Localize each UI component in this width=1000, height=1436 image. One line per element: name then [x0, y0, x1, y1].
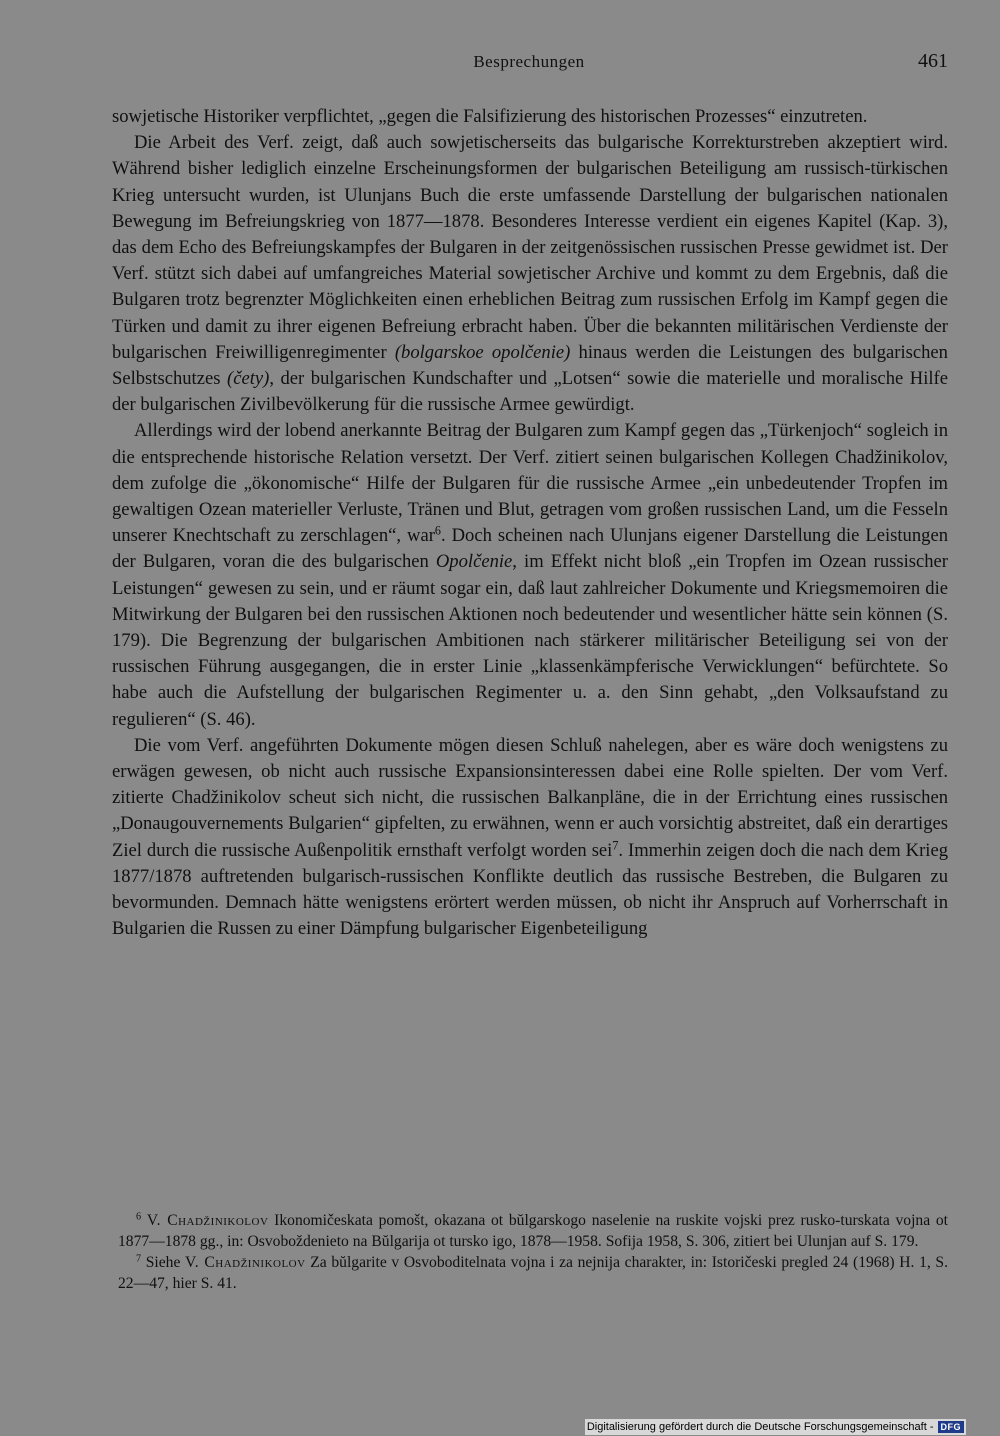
footnote-text: Za bŭlgarite v Osvoboditelnata vojna i za nejnija charakter, in: Istoričeski pregled 24 (1968) H. 1, S. 22—47, hier S. 41. [118, 1254, 949, 1292]
paragraph-2 [112, 130, 948, 418]
digitization-credit[interactable] [585, 1419, 966, 1435]
paragraph-2-text-c: , der bulgarischen Kundschafter und „Lotsen“ sowie die materielle und moralische Hilfe der bulgarischen Zivilbevölkerung für die russische Armee gewürdigt. [112, 368, 948, 416]
footnote-ref-7[interactable]: 7 [612, 838, 619, 853]
paragraph-1: sowjetische Historiker verpflichtet, „gegen die Falsifizierung des historischen Prozesses“ einzutreten. [112, 106, 868, 127]
running-head [110, 50, 948, 80]
footnote-7 [118, 1252, 948, 1294]
footnote-number: 7 [136, 1253, 142, 1265]
paragraph-3-text-a: Allerdings wird der lobend anerkannte Beitrag der Bulgaren zum Kampf gegen das „Türkenjoch“ sogleich in die entsprechende historische Relation versetzt. Der Verf. zitiert seinen bulgarischen Kollegen Chadžinikolov, dem zufolge die „ökonomische“ Hilfe der Bulgaren für die russische Armee „ein unbedeutender Tropfen im gewaltigen Ozean materieller Verluste, Tränen und Blut, getragen vom großen russischen Land, um die Fesseln unserer Knechtschaft zu zerschlagen“, war [112, 420, 948, 547]
running-title: Besprechungen [473, 52, 585, 71]
footnote-number: 6 [136, 1211, 142, 1223]
term-opolcenie: Opolčenie [435, 551, 513, 573]
paragraph-3-text-c: , im Effekt nicht bloß „ein Tropfen im Ozean russischer Leistungen“ gewesen zu sein, und er räumt sogar ein, daß laut zahlreicher Dokumente und Kriegsmemoiren die Mitwirkung der Bulgaren bei den russischen Aktionen noch bedeutender und wesentlicher hätte sein können (S. 179). Die Begrenzung der bulgarischen Ambitionen nach stärkerer militärischer Beteiligung sei von der russischen Führung ausgegangen, die in erster Linie „klassenkämpferische Verwicklungen“ befürchtete. So habe auch die Aufstellung der bulgarischen Regimenter u. a. den Sinn gehabt, „den Volksaufstand zu regulieren“ (S. 46). [112, 551, 948, 730]
footnote-6 [118, 1210, 948, 1252]
paragraph-4-text-a: Die vom Verf. angeführten Dokumente mögen diesen Schluß nahelegen, aber es wäre doch wenigstens zu erwägen gewesen, ob nicht auch russische Expansionsinteressen dabei eine Rolle spielten. Der vom Verf. zitierte Chadžinikolov scheut sich nicht, die russischen Balkanpläne, die in der Errichtung eines russischen „Donaugouvernements Bulgarien“ gipfelten, zu erwähnen, wenn er auch vorsichtig abstreitet, daß ein derartiges Ziel durch die russische Außenpolitik ernsthaft verfolgt worden sei [112, 734, 948, 861]
paragraph-3 [112, 418, 948, 732]
credit-text: Digitalisierung gefördert durch die Deutsche Forschungsgemeinschaft - [586, 1421, 934, 1433]
page-number: 461 [918, 50, 948, 72]
footnotes [118, 1210, 948, 1294]
paragraph-2-text-a: Die Arbeit des Verf. zeigt, daß auch sowjetischerseits das bulgarische Korrekturstreben akzeptiert wird. Während bisher lediglich einzelne Erscheinungsformen der bulgarischen Beteiligung am russisch-türkischen Krieg untersucht wurden, ist Ulunjans Buch die erste umfassende Darstellung der bulgarischen nationalen Bewegung im Befreiungskrieg von 1877—1878. Besonderes Interesse verdient ein eigenes Kapitel (Kap. 3), das dem Echo des Befreiungskampfes der Bulgaren in der zeitgenössischen russischen Presse gewidmet ist. Der Verf. stützt sich dabei auf umfangreiches Material sowjetischer Archive und kommt zu dem Ergebnis, daß die Bulgaren trotz begrenzter Möglichkeiten einen erheblichen Beitrag zum russischen Erfolg im Kampf gegen die Türken und damit zu ihrer eigenen Befreiung erbracht haben. Über die bekannten militärischen Verdienste der bulgarischen Freiwilligenregimenter [112, 132, 948, 363]
paragraph-4-text-b: . Immerhin zeigen doch die nach dem Krieg 1877/1878 auftretenden bulgarisch-russischen Konflikte deutlich das russische Bestreben, die Bulgaren zu bevormunden. Demnach hätte wenigstens erörtert werden müssen, ob nicht ihr Anspruch auf Vorherrschaft in Bulgarien die Russen zu einer Dämpfung bulgarischer Eigenbeteiligung [112, 839, 948, 940]
paragraph-3-text-b: . Doch scheinen nach Ulunjans eigener Darstellung die Leistungen der Bulgaren, voran die des bulgarischen [112, 525, 948, 573]
footnote-prefix: Siehe [141, 1254, 186, 1271]
footnote-text: Ikonomičeskata pomošt, okazana ot bŭlgarskogo naselenie na ruskite vojski prez rusko-turskata vojna ot 1877—1878 gg., in: Osvoboždenieto na Bŭlgarija ot tursko igo, 1878—1958. Sofija 1958, S. 306, zitiert bei Ulunjan auf S. 179. [118, 1212, 948, 1250]
footnote-author: V. Chadžinikolov [185, 1254, 306, 1271]
body-text [112, 104, 948, 943]
footnote-author: V. Chadžinikolov [146, 1212, 269, 1229]
dfg-logo-icon: DFG [938, 1421, 965, 1433]
paragraph-2-text-b: hinaus werden die Leistungen des bulgarischen Selbstschutzes [112, 341, 948, 390]
term-cety: (čety) [227, 368, 270, 390]
term-bolgarskoe-opolcenie: (bolgarskoe opolčenie) [394, 341, 571, 363]
footnote-ref-6[interactable]: 6 [434, 523, 441, 538]
paragraph-4 [112, 733, 948, 943]
